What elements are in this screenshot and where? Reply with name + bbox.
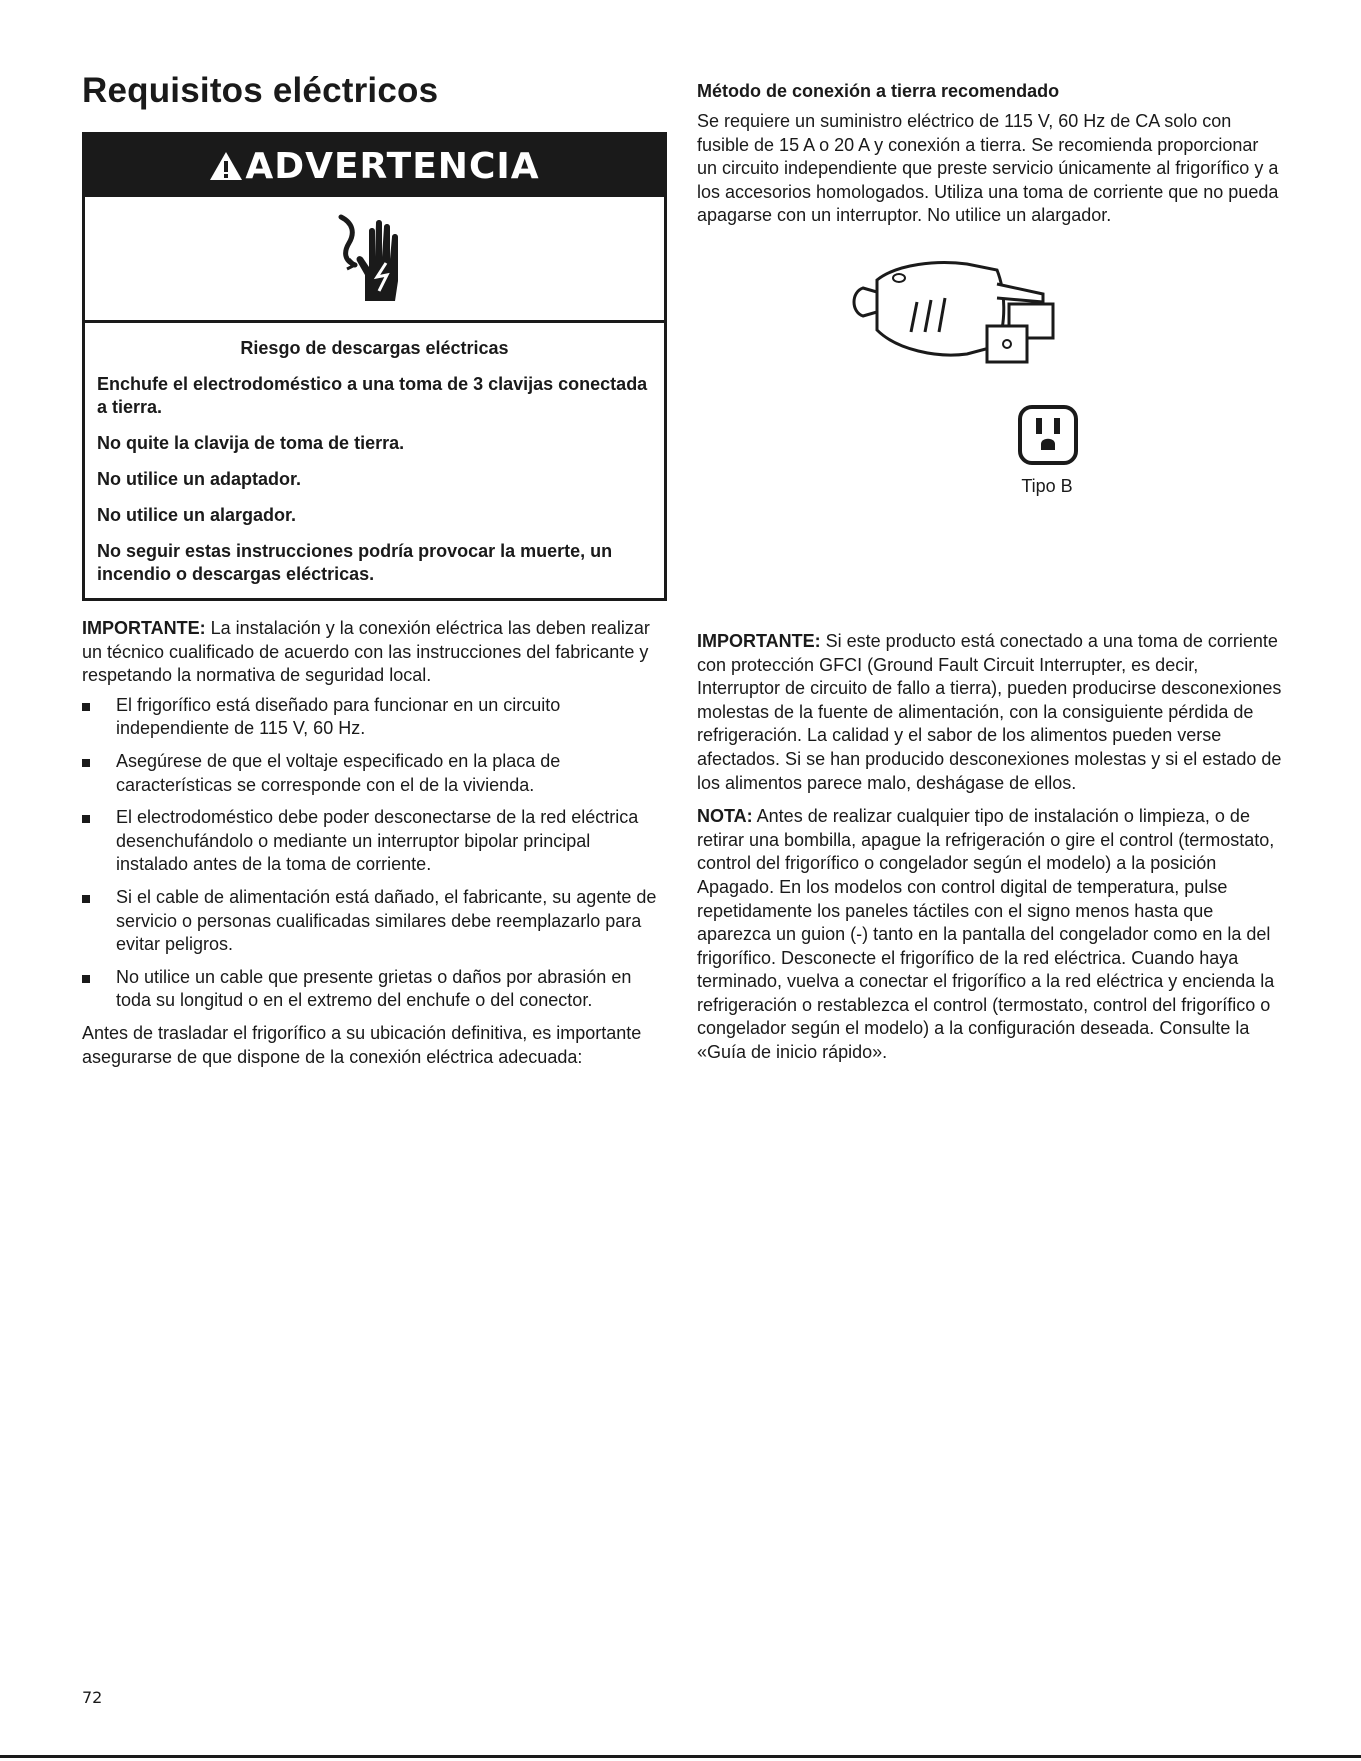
requirements-list (82, 694, 667, 1013)
bullet-square-icon (82, 759, 90, 767)
page-number: 72 (82, 1688, 103, 1707)
list-item-text: El electrodoméstico debe poder desconectarse de la red eléctrica desenchufándolo o mediante un interruptor bipolar principal instalado antes de la toma de corriente. (116, 807, 639, 875)
bullet-square-icon (82, 815, 90, 823)
note-label: NOTA: (697, 806, 753, 827)
list-item-text: Asegúrese de que el voltaje especificado en la placa de características se corresponde con el de la vivienda. (116, 750, 561, 795)
right-column (697, 80, 1282, 1065)
list-item (82, 750, 667, 797)
warning-symbol-area (85, 197, 664, 323)
bottom-rule (0, 1755, 1361, 1758)
warning-line-plug: Enchufe el electrodoméstico a una toma de 3 clavijas conectada a tierra. (97, 374, 648, 417)
left-important-paragraph (82, 617, 667, 688)
list-item-text: El frigorífico está diseñado para funcionar en un circuito independiente de 115 V, 60 Hz. (116, 694, 561, 739)
list-item-text: Si el cable de alimentación está dañado, el fabricante, su agente de servicio o personas cualificadas similares debe reemplazarlo para evitar peligros. (116, 886, 657, 955)
electric-shock-hand-icon (335, 209, 415, 309)
grounding-heading: Método de conexión a tierra recomendado (697, 81, 1060, 101)
gfci-important-paragraph (697, 630, 1282, 795)
grounding-intro: Se requiere un suministro eléctrico de 115 V, 60 Hz de CA solo con fusible de 15 A o 20 A y conexión a tierra. Se recomienda proporcionar un circuito independiente que preste servicio únicamente al frigorífico y a los accesorios homologados. Utiliza una toma de corriente que no pueda apagarse con un interruptor. No utilice un alargador. (697, 111, 1279, 226)
outlet-caption: Tipo B (1021, 475, 1073, 496)
warning-line-adapter: No utilice un adaptador. (97, 469, 302, 489)
note-paragraph (697, 805, 1282, 1065)
bullet-square-icon (82, 703, 90, 711)
list-item (82, 966, 667, 1013)
important-label: IMPORTANTE: (697, 630, 821, 651)
three-prong-plug-icon (847, 250, 1067, 390)
important-text: La instalación y la conexión eléctrica las deben realizar un técnico cualificado de acuerdo con las instrucciones del fabricante y respetando la normativa de seguridad local. (82, 618, 650, 686)
warning-line-extension: No utilice un alargador. (97, 505, 297, 525)
left-column (82, 70, 667, 1069)
important-label: IMPORTANTE: (82, 618, 206, 638)
page-title: Requisitos eléctricos (82, 71, 439, 110)
list-item (82, 806, 667, 877)
warning-header-label: ADVERTENCIA (245, 145, 540, 187)
warning-triangle-icon (209, 151, 243, 181)
list-item (82, 886, 667, 957)
warning-line-consequence: No seguir estas instrucciones podría provocar la muerte, un incendio o descargas eléctricas. (97, 541, 613, 584)
plug-outlet-illustration (697, 228, 1282, 528)
list-item-text: No utilice un cable que presente grietas o daños por abrasión en toda su longitud o en el extremo del enchufe o del conector. (116, 966, 632, 1011)
warning-line-ground-prong: No quite la clavija de toma de tierra. (97, 433, 405, 453)
warning-subtitle: Riesgo de descargas eléctricas (240, 338, 509, 358)
important-text: Si este producto está conectado a una toma de corriente con protección GFCI (Ground Fault Circuit Interrupter, es decir, Interruptor de circuito de fallo a tierra), pueden producirse desconexiones molestas de la fuente de alimentación, con la consiguiente pérdida de refrigeración. La calidad y el sabor de los alimentos pueden verse afectados. Si se han producido desconexiones molestas y si el estado de los alimentos parece malo, deshágase de ellos. (697, 630, 1282, 793)
warning-header (85, 135, 664, 197)
list-item (82, 694, 667, 741)
warning-box (82, 132, 667, 601)
warning-body (85, 323, 664, 598)
bullet-square-icon (82, 895, 90, 903)
note-text: Antes de realizar cualquier tipo de instalación o limpieza, o de retirar una bombilla, apague la refrigeración o gire el control (termostato, control del frigorífico o congelador según el modelo) a la posición Apagado. En los modelos con control digital de temperatura, pulse repetidamente los paneles táctiles con el signo menos hasta que aparezca un guion (-) tanto en la pantalla del congelador como en la del frigorífico. Desconecte el frigorífico de la red eléctrica. Cuando haya terminado, vuelva a conectar el frigorífico a la red eléctrica y encienda la refrigeración o restablezca el control (termostato, control del frigorífico o congelador según el modelo) a la configuración deseada. Consulte la «Guía de inicio rápido». (697, 806, 1275, 1063)
grounded-outlet-icon (1017, 404, 1079, 466)
bullet-square-icon (82, 975, 90, 983)
closing-paragraph: Antes de trasladar el frigorífico a su ubicación definitiva, es importante asegurarse de que dispone de la conexión eléctrica adecuada: (82, 1022, 642, 1067)
